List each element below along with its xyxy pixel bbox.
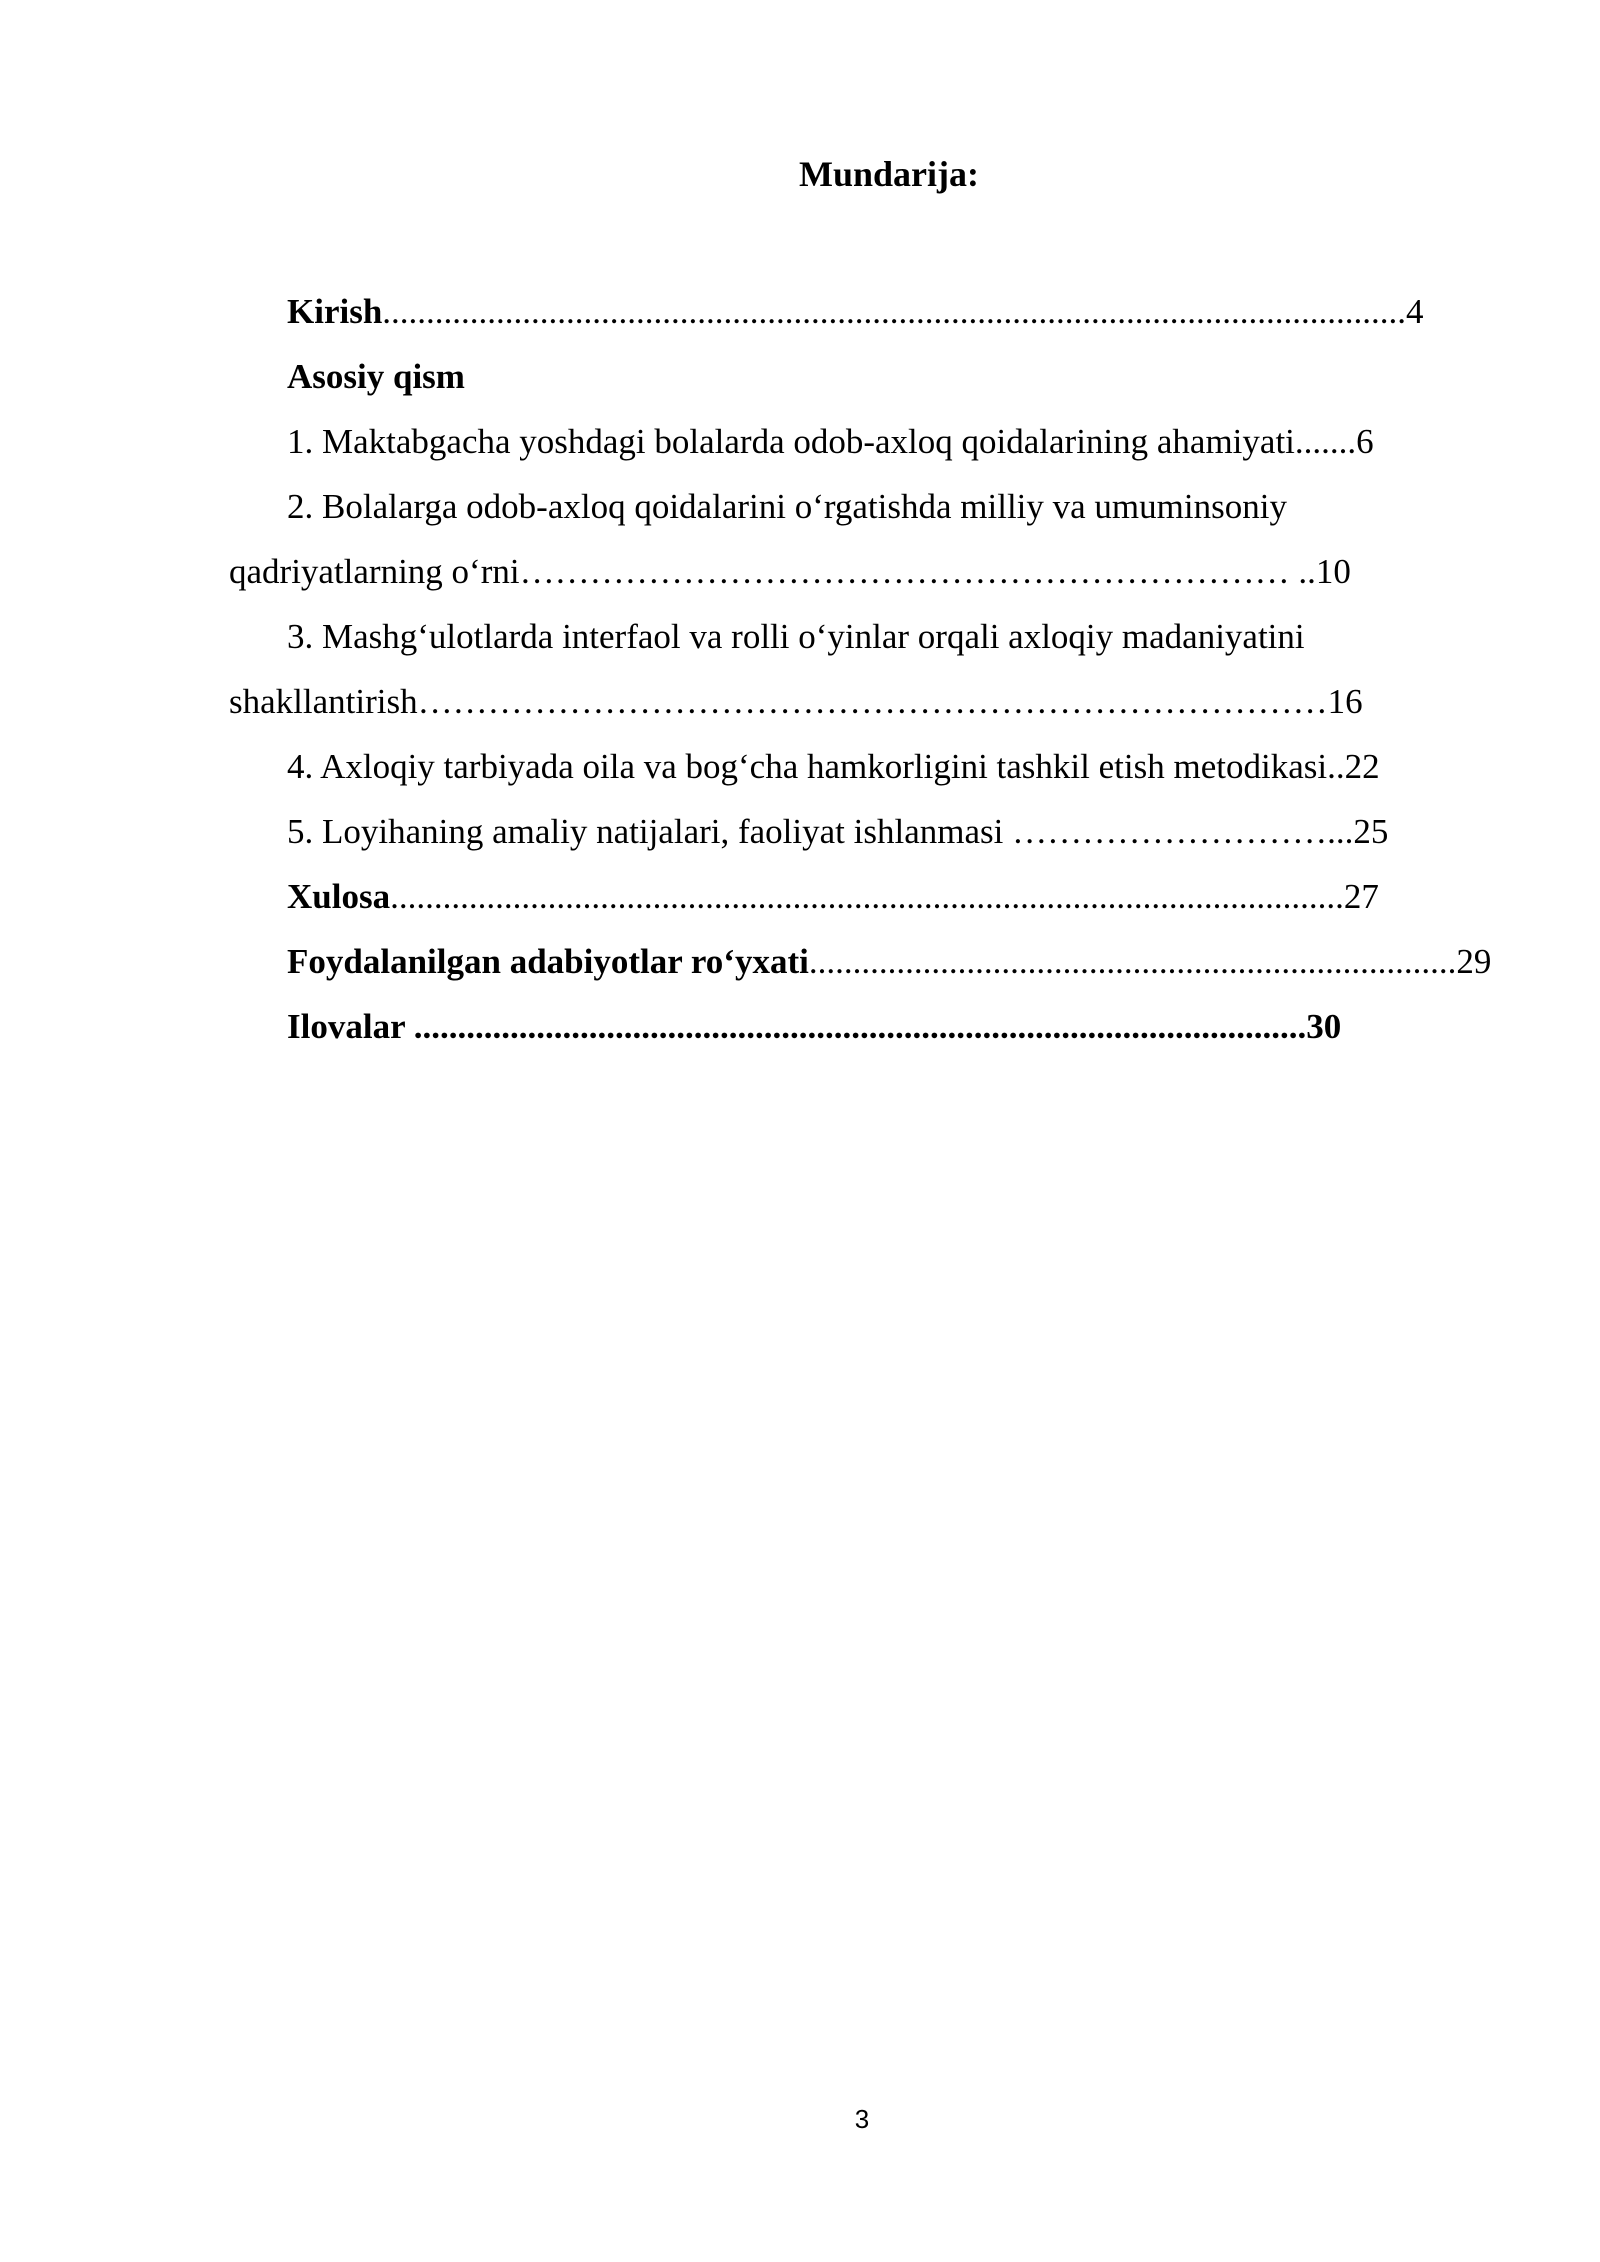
toc-entry-1: 1. Maktabgacha yoshdagi bolalarda odob-axloq qoidalarining ahamiyati.......6 (287, 422, 1374, 461)
toc-entry-2-line1: 2. Bolalarga odob-axloq qoidalarini o‘rgatishda milliy va umuminsoniy (287, 487, 1287, 526)
toc-entry-adabiyotlar (287, 940, 1491, 984)
table-of-contents (0, 290, 1600, 1090)
page-title: Mundarija: (799, 154, 979, 194)
toc-entry-3-line2: shakllantirish……………………………………………………………………16 (229, 682, 1363, 721)
toc-kirish-leader: ..................................................................................................................... (382, 292, 1407, 331)
toc-section-heading: Asosiy qism (287, 357, 465, 396)
page-number: 3 (854, 2104, 870, 2134)
toc-adabiyotlar-label: Foydalanilgan adabiyotlar ro‘yxati (287, 942, 809, 981)
toc-entry-xulosa (287, 875, 1379, 919)
toc-entry-4: 4. Axloqiy tarbiyada oila va bog‘cha hamkorligini tashkil etish metodikasi..22 (287, 747, 1380, 786)
toc-adabiyotlar-leader: .......................................................................... (808, 942, 1457, 981)
toc-xulosa-page: 27 (1343, 877, 1379, 916)
toc-kirish-label: Kirish (287, 292, 383, 331)
toc-entry-2-line2: qadriyatlarning o‘rni………………………………………………………… ..10 (229, 552, 1351, 591)
toc-xulosa-leader: ............................................................................................................. (390, 877, 1344, 916)
toc-entry-5: 5. Loyihaning amaliy natijalari, faoliyat ishlanmasi ………………………...25 (287, 812, 1389, 851)
toc-xulosa-label: Xulosa (287, 877, 391, 916)
toc-entry-kirish (287, 290, 1424, 334)
toc-kirish-page: 4 (1406, 292, 1424, 331)
toc-adabiyotlar-page: 29 (1456, 942, 1492, 981)
toc-entry-ilovalar: Ilovalar ......................................................................................................30 (287, 1007, 1342, 1046)
toc-entry-3-line1: 3. Mashg‘ulotlarda interfaol va rolli o‘yinlar orqali axloqiy madaniyatini (287, 617, 1305, 656)
